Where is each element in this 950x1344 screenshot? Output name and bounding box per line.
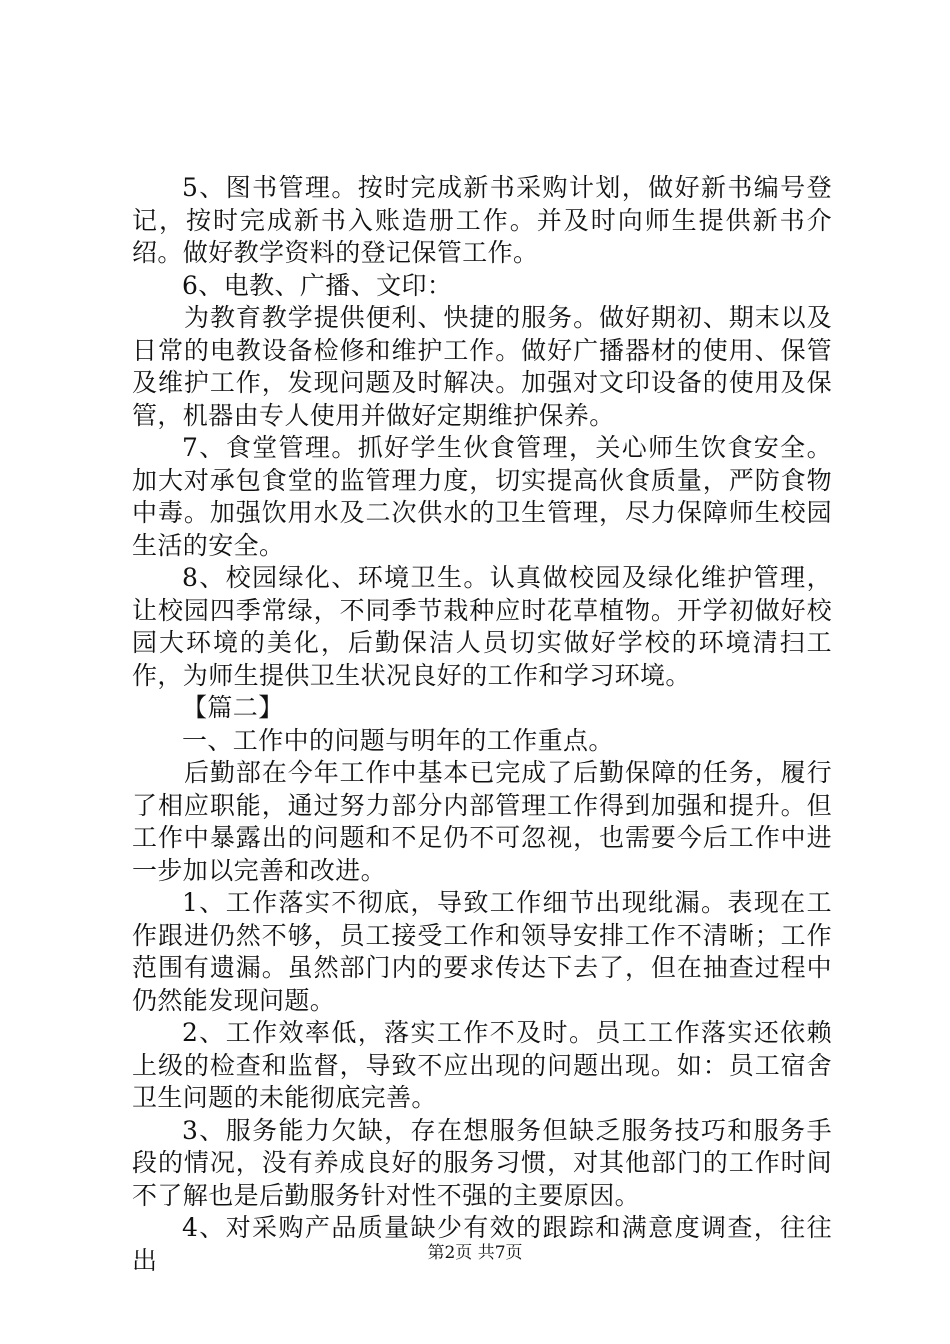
paragraph-issue-4: 4、对采购产品质量缺少有效的跟踪和满意度调查，往往出 — [132, 1213, 832, 1275]
paragraph-av-broadcast-title: 6、电教、广播、文印： — [182, 270, 453, 300]
paragraph-library-management: 5、图书管理。按时完成新书采购计划，做好新书编号登记，按时完成新书入账造册工作。并及时向师生提供新书介绍。做好教学资料的登记保管工作。 — [132, 173, 832, 267]
paragraph-campus-greening: 8、校园绿化、环境卫生。认真做校园及绿化维护管理，让校园四季常绿，不同季节栽种应时花草植物。开学初做好校园大环境的美化，后勤保洁人员切实做好学校的环境清扫工作，为师生提供卫生状况良好的工作和学习环境。 — [132, 563, 832, 690]
paragraph-issue-1: 1、工作落实不彻底，导致工作细节出现纰漏。表现在工作跟进仍然不够，员工接受工作和领导安排工作不清晰；工作范围有遗漏。虽然部门内的要求传达下去了，但在抽查过程中仍然能发现问题。 — [132, 888, 832, 1015]
paragraph-canteen-management: 7、食堂管理。抓好学生伙食管理，关心师生饮食安全。加大对承包食堂的监管理力度，切实提高伙食质量，严防食物中毒。加强饮用水及二次供水的卫生管理，尽力保障师生校园生活的安全。 — [132, 433, 832, 560]
paragraph-logistics-summary: 后勤部在今年工作中基本已完成了后勤保障的任务，履行了相应职能，通过努力部分内部管理工作得到加强和提升。但工作中暴露出的问题和不足仍不可忽视，也需要今后工作中进一步加以完善和改进。 — [132, 758, 832, 885]
page-footer — [0, 1242, 950, 1264]
paragraph-issue-2: 2、工作效率低，落实工作不及时。员工工作落实还依赖上级的检查和监督，导致不应出现的问题出现。如：员工宿舍卫生问题的未能彻底完善。 — [132, 1018, 832, 1112]
page-number-label: 第2页 共7页 — [427, 1243, 523, 1263]
section-heading-part-two: 【篇二】 — [182, 693, 284, 722]
section-heading-problems: 一、工作中的问题与明年的工作重点。 — [182, 725, 614, 755]
document-body — [132, 172, 832, 1277]
paragraph-av-broadcast-body: 为教育教学提供便利、快捷的服务。做好期初、期末以及日常的电教设备检修和维护工作。做好广播器材的使用、保管及维护工作，发现问题及时解决。加强对文印设备的使用及保管，机器由专人使用并做好定期维护保养。 — [132, 303, 832, 430]
paragraph-issue-3: 3、服务能力欠缺，存在想服务但缺乏服务技巧和服务手段的情况，没有养成良好的服务习惯，对其他部门的工作时间不了解也是后勤服务针对性不强的主要原因。 — [132, 1115, 832, 1210]
